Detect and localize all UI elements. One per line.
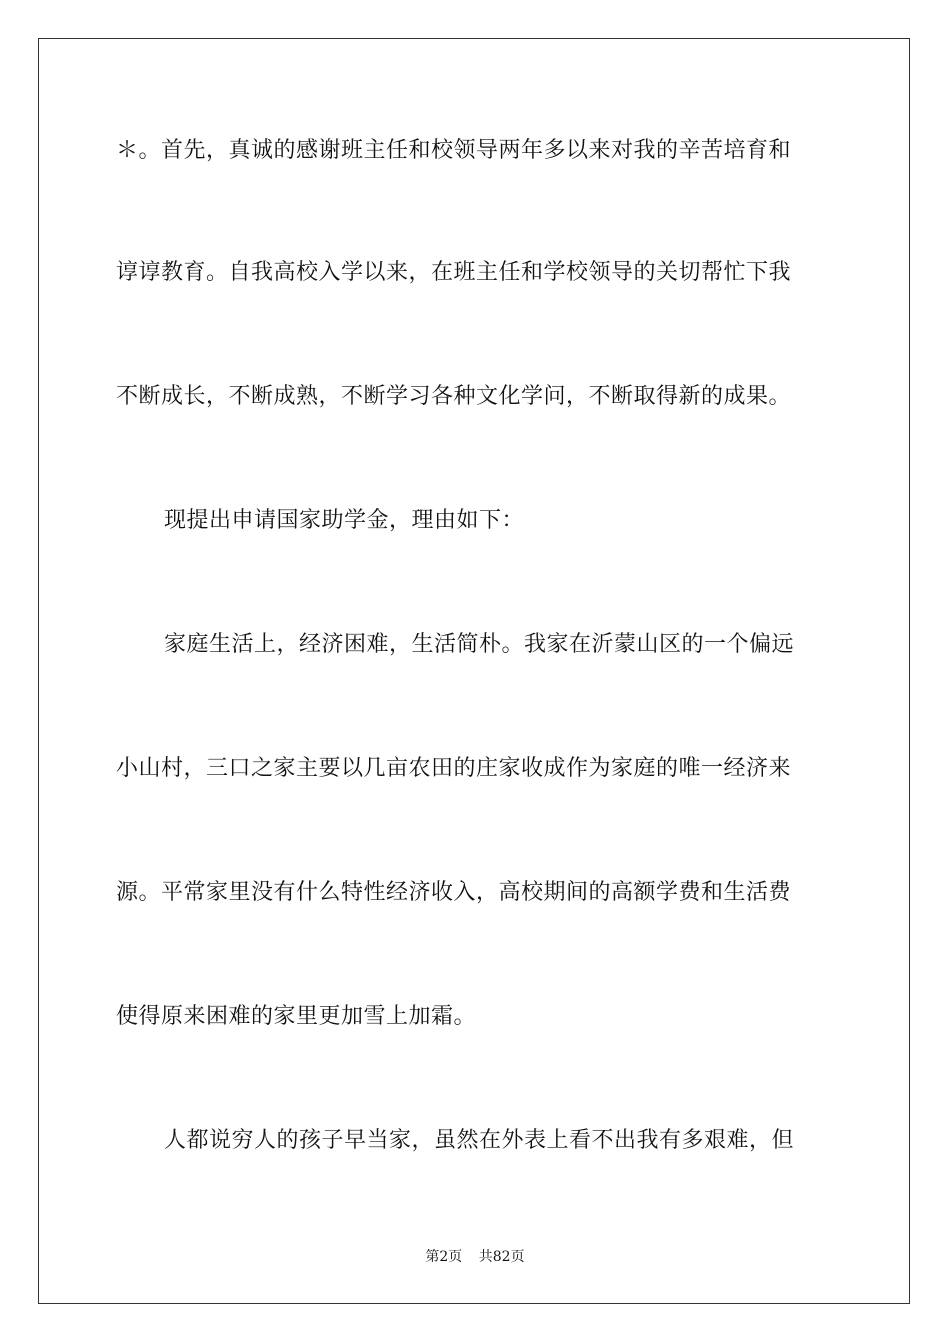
paragraph-line-1: ＊。首先，真诚的感谢班主任和校领导两年多以来对我的辛苦培育和 xyxy=(116,138,792,163)
paragraph-line-2: 谆谆教育。自我高校入学以来，在班主任和学校领导的关切帮忙下我 xyxy=(116,260,792,285)
paragraph-line-6: 小山村，三口之家主要以几亩农田的庄家收成作为家庭的唯一经济来 xyxy=(116,756,792,781)
page-total: 共82页 xyxy=(478,1249,525,1265)
paragraph-line-3: 不断成长，不断成熟，不断学习各种文化学问，不断取得新的成果。 xyxy=(116,384,792,409)
paragraph-line-8: 使得原来困难的家里更加雪上加霜。 xyxy=(116,1004,477,1029)
page-border xyxy=(38,38,910,1304)
page-number: 第2页 xyxy=(425,1249,463,1265)
paragraph-line-4: 现提出申请国家助学金，理由如下： xyxy=(164,508,525,533)
paragraph-line-5: 家庭生活上，经济困难，生活简朴。我家在沂蒙山区的一个偏远 xyxy=(164,632,795,657)
page-footer xyxy=(0,1246,950,1266)
paragraph-line-9: 人都说穷人的孩子早当家，虽然在外表上看不出我有多艰难，但 xyxy=(164,1128,795,1153)
paragraph-line-7: 源。平常家里没有什么特性经济收入，高校期间的高额学费和生活费 xyxy=(116,880,792,905)
